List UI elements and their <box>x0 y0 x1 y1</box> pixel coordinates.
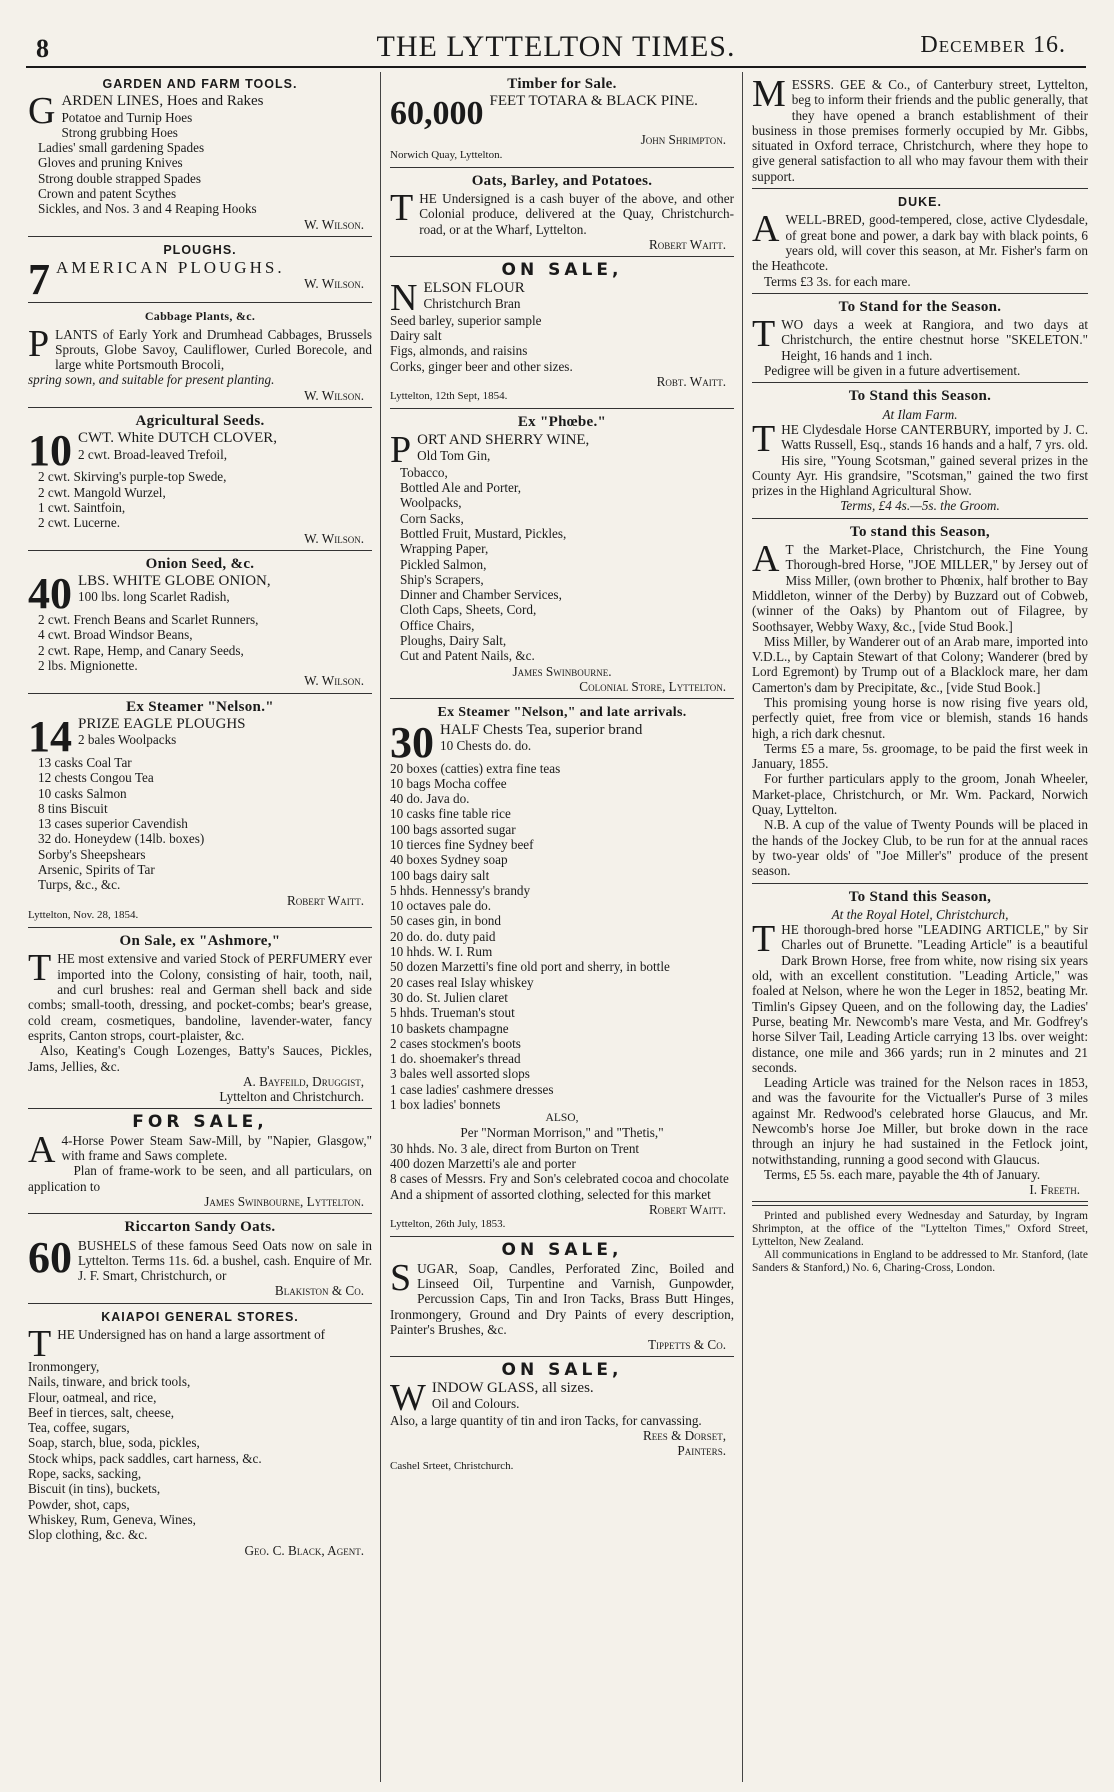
list-item: 10 Chests do. do. <box>440 737 532 753</box>
list-item: 2 bales Woolpacks <box>78 732 177 748</box>
ad-heading: ON SALE, <box>501 260 623 281</box>
list-item: Arsenic, Spirits of Tar <box>38 861 155 877</box>
ad-signature: Tippetts & Co. <box>647 1337 726 1353</box>
ad-heading: Cabbage Plants, &c. <box>144 309 256 324</box>
drop-cap: S <box>390 1256 412 1299</box>
list-item: 8 tins Biscuit <box>38 800 108 816</box>
ad-subheading: At Ilam Farm. <box>882 406 958 422</box>
issue-date: December 16. <box>920 32 1066 58</box>
imprint-text: Printed and published every Wednesday and Saturday, by Ingram Shrimpton, at the office of the "Lyttelton Times," Oxford Street, Lyttelton, New Zealand. <box>752 1210 1088 1249</box>
list-item: 1 do. shoemaker's thread <box>390 1051 521 1067</box>
ad-body: HE Undersigned is a cash buyer of the above, and other Colonial produce, delivered at the Quay, Christchurch-road, or at the Wharf, Lyttelton. <box>419 191 734 237</box>
ad-body: Leading Article was trained for the Nelson races in 1853, and was the favourite for the Victualler's Purse of 3 miles against Mr. Redwood's celebrated horse Glaucus, and Mr. Newcomb's horse Joe Miller, but broke down in the race through an injury he had sustained in the Fetlock joint, notwithstanding, running a good second with Glaucus. <box>752 1075 1088 1167</box>
list-item: 100 bags assorted sugar <box>390 821 516 837</box>
list-item: 40 do. Java do. <box>390 791 470 807</box>
drop-number: 60,000 <box>390 95 484 133</box>
list-item: Dinner and Chamber Services, <box>400 587 562 603</box>
list-item: Pickled Salmon, <box>400 556 487 572</box>
ad-signature-line2: Colonial Store, Lyttelton. <box>579 678 726 694</box>
ad-signature: John Shrimpton. <box>640 132 726 148</box>
ad-date: Cashel Srteet, Christchurch. <box>390 1459 514 1472</box>
list-item: 100 lbs. long Scarlet Radish, <box>78 589 230 605</box>
drop-number: 14 <box>28 711 72 761</box>
ad-skeleton <box>752 297 1088 383</box>
ad-onion-seed <box>28 554 372 694</box>
ad-kaiapoi-stores <box>28 1307 372 1562</box>
ad-heading: PLOUGHS. <box>163 242 237 257</box>
list-item: 2 cwt. Mangold Wurzel, <box>38 484 166 500</box>
list-item: Nails, tinware, and brick tools, <box>28 1374 191 1390</box>
list-item: Bottled Fruit, Mustard, Pickles, <box>400 525 567 541</box>
ad-subheading: At the Royal Hotel, Christchurch, <box>831 906 1009 922</box>
list-item: 10 casks fine table rice <box>390 806 511 822</box>
drop-cap: T <box>28 1323 52 1365</box>
ad-signature: W. Wilson. <box>304 673 364 689</box>
list-item: 5 hhds. Hennessy's brandy <box>390 882 531 898</box>
ad-signature: Blakiston & Co. <box>274 1283 364 1299</box>
drop-cap: T <box>752 417 776 460</box>
ad-lead: INDOW GLASS, all sizes. <box>431 1379 594 1396</box>
drop-number: 40 <box>28 569 72 619</box>
list-item: Gloves and pruning Knives <box>38 155 183 171</box>
list-item: 20 do. do. duty paid <box>390 928 496 944</box>
list-item: 2 cwt. Rape, Hemp, and Canary Seeds, <box>38 642 244 658</box>
drop-cap: A <box>752 208 780 251</box>
list-item: 1 box ladies' bonnets <box>390 1097 501 1113</box>
ad-on-sale-sugar <box>390 1240 734 1357</box>
ad-lead: ARDEN LINES, Hoes and Rakes <box>61 93 264 110</box>
list-item: Oil and Colours. <box>431 1396 520 1412</box>
list-item: 13 cases superior Cavendish <box>38 816 188 832</box>
list-item: Bottled Ale and Porter, <box>400 480 522 496</box>
ad-signature: James Swinbourne. <box>512 663 612 679</box>
ad-signature: A. Bayfeild, Druggist, <box>243 1073 364 1089</box>
list-item: 2 lbs. Mignionette. <box>38 658 138 674</box>
ad-body: HE Clydesdale Horse CANTERBURY, imported by J. C. Watts Russell, Esq., stands 16 hands and a half, 7 yrs. old. His sire, "Young Scotsman," gained several prizes in the County Ayr. His grandsire, "Scotsman," gained the two first prizes in the Highland Agricultural Show. <box>752 421 1088 499</box>
list-item: Potatoe and Turnip Hoes <box>61 109 193 125</box>
drop-cap: T <box>752 313 776 356</box>
list-item: 1 cwt. Saintfoin, <box>38 499 126 515</box>
drop-cap: A <box>28 1128 56 1171</box>
ad-signature: Robert Waitt. <box>648 237 726 253</box>
masthead <box>26 22 1086 68</box>
ad-signature: Robert Waitt. <box>648 1201 726 1217</box>
ad-agricultural-seeds <box>28 411 372 551</box>
drop-cap: T <box>752 918 776 961</box>
ad-date: Lyttelton, 26th July, 1853. <box>390 1218 506 1231</box>
ad-body: BUSHELS of these famous Seed Oats now on sale in Lyttelton. Terms 11s. 6d. a bushel, cash. Enquire of Mr. J. F. Smart, Christchurch, or <box>78 1237 372 1284</box>
list-item: Dairy salt <box>390 327 442 343</box>
column-divider <box>742 72 743 1782</box>
list-item: 30 hhds. No. 3 ale, direct from Burton on Trent <box>390 1140 640 1156</box>
drop-cap: N <box>390 276 418 319</box>
ad-oats-barley-potatoes <box>390 171 734 257</box>
ad-heading: KAIAPOI GENERAL STORES. <box>101 1309 299 1324</box>
list-item: Beef in tierces, salt, cheese, <box>28 1404 175 1420</box>
ad-heading: Ex "Phœbe." <box>517 414 607 431</box>
column-1 <box>28 74 372 1782</box>
ad-ploughs <box>28 240 372 303</box>
list-item: 10 casks Salmon <box>38 785 127 801</box>
ad-canterbury <box>752 386 1088 518</box>
list-item: Stock whips, pack saddles, cart harness, &c. <box>28 1450 262 1466</box>
ad-ashmore-perfumery <box>28 931 372 1109</box>
ad-heading: DUKE. <box>898 195 942 210</box>
ad-body: Also, a large quantity of tin and iron Tacks, for canvassing. <box>390 1412 702 1428</box>
list-item: 13 casks Coal Tar <box>38 754 132 770</box>
ad-lead: LBS. WHITE GLOBE ONION, <box>78 573 271 590</box>
ad-body-italic: spring sown, and suitable for present planting. <box>28 372 275 388</box>
list-item: Sickles, and Nos. 3 and 4 Reaping Hooks <box>38 201 257 217</box>
ad-body: Pedigree will be given in a future advertisement. <box>764 363 1021 379</box>
ad-signature: W. Wilson. <box>304 216 364 232</box>
ad-signature: W. Wilson. <box>304 275 364 291</box>
list-item: Crown and patent Scythes <box>38 186 177 202</box>
ad-signature: Geo. C. Black, Agent. <box>244 1542 364 1558</box>
list-item: Strong grubbing Hoes <box>61 124 178 140</box>
list-item: Seed barley, superior sample <box>390 312 542 328</box>
ad-saw-mill <box>28 1112 372 1214</box>
list-item: 8 cases of Messrs. Fry and Son's celebrated cocoa and chocolate <box>390 1171 729 1187</box>
ad-date: Norwich Quay, Lyttelton. <box>390 148 503 161</box>
column-3 <box>752 74 1088 1782</box>
drop-number: 7 <box>28 255 50 305</box>
drop-cap: M <box>752 74 786 115</box>
list-item: 2 cases stockmen's boots <box>390 1035 521 1051</box>
list-item: Soap, starch, blue, soda, pickles, <box>28 1435 200 1451</box>
ad-heading: To stand this Season, <box>850 523 990 540</box>
ad-body: For further particulars apply to the groom, Jonah Wheeler, Market-place, Christchurch, or Mr. Wm. Packard, Norwich Quay, Lyttelton. <box>752 771 1088 818</box>
drop-cap: P <box>390 428 412 471</box>
imprint-text: All communications in England to be addressed to Mr. Stanford, (late Sanders & Stanford,) No. 6, Charing-Cross, London. <box>752 1249 1088 1275</box>
newspaper-title: THE LYTTELTON TIMES. <box>376 30 736 63</box>
ad-signature: Robert Waitt. <box>286 892 364 908</box>
ad-heading: Agricultural Seeds. <box>135 413 265 430</box>
ad-riccarton-oats <box>28 1217 372 1303</box>
list-item: Wrapping Paper, <box>400 541 489 557</box>
ad-on-sale-glass <box>390 1360 734 1477</box>
list-item: Christchurch Bran <box>423 295 521 311</box>
ad-lead: FEET TOTARA & BLACK PINE. <box>489 93 698 110</box>
list-item: Turps, &c., &c. <box>38 877 121 893</box>
list-item: Strong double strapped Spades <box>38 170 201 186</box>
ad-leading-article <box>752 887 1088 1203</box>
ad-body: This promising young horse is now rising five years old, perfectly quiet, free from vice or blemish, stands 16 hands high, a rich dark chesnut. <box>752 694 1088 741</box>
column-divider <box>380 72 381 1782</box>
list-item: Powder, shot, caps, <box>28 1496 130 1512</box>
drop-number: 30 <box>390 717 434 767</box>
ad-body: Miss Miller, by Wanderer out of an Arab mare, imported into V.D.L., by Captain Stewart of that Colony; Wanderer (bred by Lord Egremont) by Trump out of a Blacklock mare, her dam Camerton's dam by Precipitate, &c., [vide Stud Book.] <box>752 633 1088 695</box>
ad-heading: Timber for Sale. <box>507 76 617 92</box>
ad-joe-miller <box>752 522 1088 884</box>
page-number: 8 <box>36 34 49 63</box>
ad-signature: Robt. Waitt. <box>656 373 726 389</box>
list-item: Sorby's Sheepshears <box>38 846 146 862</box>
list-item: 12 chests Congou Tea <box>38 770 154 786</box>
ad-subheading: Per "Norman Morrison," and "Thetis," <box>460 1125 664 1141</box>
drop-cap: A <box>752 538 780 581</box>
ad-body: Also, Keating's Cough Lozenges, Batty's Sauces, Pickles, Jams, Jellies, &c. <box>28 1043 372 1074</box>
ad-lead: AMERICAN PLOUGHS. <box>56 258 285 278</box>
list-item: 400 dozen Marzetti's ale and porter <box>390 1155 576 1171</box>
ad-heading: To Stand this Season, <box>848 888 992 905</box>
ad-signature: I. Freeth. <box>1029 1182 1080 1198</box>
list-item: 20 cases real Islay whiskey <box>390 974 534 990</box>
list-item: 4 cwt. Broad Windsor Beans, <box>38 627 193 643</box>
ad-heading: FOR SALE, <box>132 1112 268 1133</box>
ad-timber <box>390 74 734 168</box>
ad-heading: Riccarton Sandy Oats. <box>124 1219 276 1236</box>
ad-signature: W. Wilson. <box>304 387 364 403</box>
drop-cap: T <box>28 947 52 990</box>
ad-date: Lyttelton, 12th Sept, 1854. <box>390 390 508 403</box>
ad-signature-line2: Lyttelton and Christchurch. <box>219 1089 364 1105</box>
list-item: 2 cwt. French Beans and Scarlet Runners, <box>38 612 259 628</box>
ad-lead: ORT AND SHERRY WINE, <box>417 431 590 448</box>
list-item: Slop clothing, &c. &c. <box>28 1527 148 1543</box>
drop-cap: T <box>390 187 414 230</box>
list-item: Figs, almonds, and raisins <box>390 343 528 359</box>
ad-heading: To Stand for the Season. <box>838 298 1002 315</box>
list-item: 2 cwt. Broad-leaved Trefoil, <box>78 446 228 462</box>
ad-body: N.B. A cup of the value of Twenty Pounds will be placed in the hands of the Jockey Club, to be run for at the annual races by two-year olds' of "Joe Miller's" produce of the present season. <box>752 817 1088 879</box>
list-item: 50 cases gin, in bond <box>390 913 501 929</box>
ad-body: T the Market-Place, Christchurch, the Fine Young Thorough-bred Horse, "JOE MILLER," by Jersey out of Miss Miller, (own brother to Phœnix, half brother to Bay Middleton, winner of the Derby) by Buzzard out of Cobweb, (winner of the Oaks) by Phantom out of Filagree, by Soothsayer, Webby Waxy, &c., [vide Stud Book.] <box>752 542 1088 634</box>
ad-heading: To Stand this Season. <box>848 388 992 405</box>
ad-body: WELL-BRED, good-tempered, close, active Clydesdale, of great bone and power, a dark bay with black points, 6 years old, will cover this season, at Mr. Fisher's farm on the Heathcote. <box>752 212 1088 274</box>
ad-terms: Terms, £5 5s. each mare, payable the 4th of January. <box>764 1166 1041 1182</box>
ad-late-arrivals <box>390 702 734 1237</box>
list-item: Biscuit (in tins), buckets, <box>28 1481 161 1497</box>
ad-gee-and-co <box>752 74 1088 189</box>
ad-heading: Oats, Barley, and Potatoes. <box>471 172 653 189</box>
imprint <box>752 1205 1088 1275</box>
drop-cap: W <box>390 1376 426 1419</box>
list-item: 1 case ladies' cashmere dresses <box>390 1081 554 1097</box>
ad-on-sale-flour <box>390 260 734 409</box>
list-item: Woolpacks, <box>400 495 462 511</box>
ad-signature-line2: Painters. <box>677 1443 726 1459</box>
ad-phoebe <box>390 412 734 699</box>
drop-number: 60 <box>28 1232 72 1282</box>
list-item: Whiskey, Rum, Geneva, Wines, <box>28 1511 196 1527</box>
ad-garden-tools <box>28 74 372 237</box>
list-item: 10 bags Mocha coffee <box>390 775 507 791</box>
list-item: Office Chairs, <box>400 617 475 633</box>
ad-signature: James Swinbourne, Lyttelton. <box>204 1193 364 1209</box>
list-item: 32 do. Honeydew (14lb. boxes) <box>38 831 205 847</box>
list-item: 50 dozen Marzetti's fine old port and sherry, in bottle <box>390 959 670 975</box>
column-2 <box>390 74 734 1782</box>
ad-body: Terms £5 a mare, 5s. groomage, to be paid the first week in January, 1855. <box>752 740 1088 772</box>
ad-heading: Ex Steamer "Nelson." <box>126 698 274 715</box>
ad-date: Lyttelton, Nov. 28, 1854. <box>28 908 139 921</box>
ad-terms: Terms, £4 4s.—5s. the Groom. <box>840 498 1000 514</box>
ad-cabbage-plants <box>28 306 372 408</box>
ad-body: UGAR, Soap, Candles, Perforated Zinc, Boiled and Linseed Oil, Turpentine and Varnish, Gunpowder, Percussion Caps, Tin and Iron Tacks, Brass Butt Hinges, Ironmongery, Ground and Dry Paints of every description, Painter's Brushes, &c. <box>390 1260 734 1337</box>
ad-body: HE most extensive and varied Stock of PERFUMERY ever imported into the Colony, consisting of hair, tooth, nail, and curl brushes: real and German shell back and side combs; small-tooth, dressing, and pocket-combs; bear's grease, cold cream, cosmetiques, bandoline, lavender-water, fancy esprits, Canton strops, court-plaister, &c. <box>28 951 372 1043</box>
ad-body: ESSRS. GEE & Co., of Canterbury street, Lyttelton, beg to inform their friends and the public generally, that they have opened a branch establishment of their business in those premises formerly occupied by Mr. Gibbs, situated in Oxford terrace, Christchurch, where they hope to give general satisfaction to all who may favour them with their support. <box>752 77 1088 184</box>
ad-body: 4-Horse Power Steam Saw-Mill, by "Napier, Glasgow," with frame and Saws complete. <box>61 1132 372 1164</box>
drop-cap: P <box>28 322 50 365</box>
drop-cap: G <box>28 90 56 133</box>
ad-body: WO days a week at Rangiora, and two days at Christchurch, the entire chestnut horse "SKELETON." Height, 16 hands and 1 inch. <box>781 317 1088 363</box>
ad-lead: PRIZE EAGLE PLOUGHS <box>78 715 246 732</box>
list-item: Tobacco, <box>400 464 448 480</box>
list-item: Flour, oatmeal, and rice, <box>28 1389 157 1405</box>
list-item: Ladies' small gardening Spades <box>38 140 205 156</box>
ad-signature: Rees & Dorset, <box>643 1428 726 1444</box>
ad-heading: On Sale, ex "Ashmore," <box>119 933 281 950</box>
ad-heading: GARDEN AND FARM TOOLS. <box>102 77 298 91</box>
list-item: Cloth Caps, Sheets, Cord, <box>400 602 537 618</box>
ad-terms: Terms £3 3s. for each mare. <box>764 273 911 289</box>
list-item: 10 baskets champagne <box>390 1020 509 1036</box>
ad-lead: CWT. White DUTCH CLOVER, <box>78 430 278 447</box>
ad-heading: Onion Seed, &c. <box>145 555 255 572</box>
ad-body: Plan of frame-work to be seen, and all particulars, on application to <box>28 1163 372 1194</box>
ad-lead: ELSON FLOUR <box>423 279 525 296</box>
ad-heading: Ex Steamer "Nelson," and late arrivals. <box>437 705 687 721</box>
list-item: Ploughs, Dairy Salt, <box>400 633 507 649</box>
ad-body: LANTS of Early York and Drumhead Cabbages, Brussels Sprouts, Globe Savoy, Cauliflower, Curled Borecole, and large white Portsmouth Brocoli, <box>55 326 372 373</box>
list-item: Corn Sacks, <box>400 510 464 526</box>
ad-duke <box>752 192 1088 294</box>
list-item: 2 cwt. Lucerne. <box>38 515 121 531</box>
list-item: 40 boxes Sydney soap <box>390 852 508 868</box>
ad-heading: ON SALE, <box>501 1240 623 1261</box>
ad-lead: HALF Chests Tea, superior brand <box>440 721 643 738</box>
list-item: 2 cwt. Skirving's purple-top Swede, <box>38 469 227 485</box>
drop-number: 10 <box>28 426 72 476</box>
list-item: 30 do. St. Julien claret <box>390 989 508 1005</box>
ad-also: ALSO, <box>545 1112 579 1125</box>
ad-heading: ON SALE, <box>501 1360 623 1381</box>
list-item: Ship's Scrapers, <box>400 571 484 587</box>
list-item: Tea, coffee, sugars, <box>28 1420 130 1436</box>
list-item: 10 octaves pale do. <box>390 898 492 914</box>
ad-steamer-nelson <box>28 697 372 929</box>
list-item: 100 bags dairy salt <box>390 867 490 883</box>
list-item: 10 tierces fine Sydney beef <box>390 836 534 852</box>
list-item: Rope, sacks, sacking, <box>28 1466 142 1482</box>
list-item: Ironmongery, <box>28 1359 100 1374</box>
list-item: 20 boxes (catties) extra fine teas <box>390 760 561 776</box>
list-item: Corks, ginger beer and other sizes. <box>390 358 573 374</box>
list-item: 3 bales well assorted slops <box>390 1066 530 1082</box>
ad-body: HE Undersigned has on hand a large assortment of <box>57 1327 326 1342</box>
ad-body: HE thorough-bred horse "LEADING ARTICLE," by Sir Charles out of Brunette. "Leading Article" is a beautiful Dark Brown Horse, free from white, now rising six years old, with an excellent constitution. "Leading Article," was foaled at Nelson, where he won the Leger in 1852, beating Mr. Timlin's Gipsey Queen, and on the following day, the Ladies' Purse, beating Mr. Newcomb's mare Vesta, and Mr. Godfrey's horse Silver Tail, Leading Article carrying 13 lbs. over weight: distance, one mile and 366 yards; run in 2 minutes and 21 seconds. <box>752 922 1088 1075</box>
list-item: 5 hhds. Trueman's stout <box>390 1005 515 1021</box>
list-item: Old Tom Gin, <box>417 448 491 464</box>
list-item: Cut and Patent Nails, &c. <box>400 648 535 664</box>
list-item: 10 hhds. W. I. Rum <box>390 944 493 960</box>
ad-signature: W. Wilson. <box>304 530 364 546</box>
list-item: And a shipment of assorted clothing, selected for this market <box>390 1186 711 1202</box>
